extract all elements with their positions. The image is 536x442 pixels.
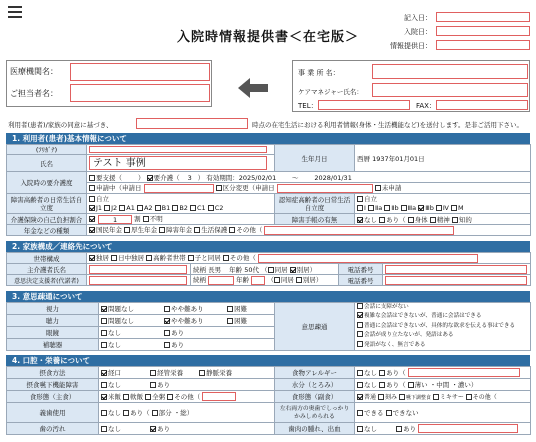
dementia-opt-7-label: M [457, 203, 464, 212]
hearing-opt-1-label: やや難あり [171, 317, 204, 325]
disabled-opt-0-label: 自立 [96, 194, 109, 203]
comm-opt-1-label: 複雑な会話はできないが、普通に会話はできる [364, 313, 482, 320]
gum-opt-1-label: あり [403, 424, 417, 433]
burden-unknown-checkbox[interactable] [143, 216, 149, 222]
applying-checkbox[interactable] [89, 185, 95, 191]
living2-open: （ [267, 276, 274, 285]
vision-opt-0-label: 問題なし [108, 305, 134, 313]
water-opt-1[interactable] [379, 382, 385, 388]
dementia-opt-5[interactable] [418, 205, 424, 211]
change-date-field[interactable] [277, 184, 373, 193]
living-open: （ [261, 265, 268, 274]
hearing-opt-1[interactable] [164, 318, 170, 324]
water-opt-0[interactable] [357, 382, 363, 388]
disabled-opt-6[interactable] [172, 205, 178, 211]
section-1-header: 1. 利用者(患者)基本情報について [6, 133, 530, 144]
denture-label: 義歯使用 [7, 403, 99, 423]
age2-field[interactable] [251, 276, 265, 285]
allergy-opt-1[interactable] [379, 370, 385, 376]
comm-opt-0[interactable] [357, 303, 363, 309]
glasses-opt-0-label: なし [108, 329, 121, 337]
pension-opt-3[interactable] [194, 227, 200, 233]
together-checkbox[interactable] [268, 267, 274, 273]
denture-opt-1-label: あり（ [130, 409, 150, 417]
side-opt-1[interactable] [378, 394, 384, 400]
glasses-opt-1[interactable] [164, 330, 170, 336]
dementia-options [355, 194, 531, 214]
hearing-aid-opt-0-label: なし [108, 341, 121, 350]
allergy-label: 食物アレルギー [275, 367, 355, 379]
relation2-label: 続柄 [193, 276, 206, 285]
dementia-opt-4[interactable] [401, 205, 407, 211]
vision-opt-1-label: やや難あり [171, 305, 204, 313]
name-field[interactable]: テスト 事例 [89, 156, 267, 170]
hearing-aid-opt-0[interactable] [101, 342, 107, 348]
denture-opt-1[interactable] [123, 410, 129, 416]
furigana-field[interactable] [89, 146, 267, 153]
section-2-table [6, 252, 531, 286]
family-opt-1-label: 日中独居 [118, 254, 145, 263]
admit-date-field[interactable] [436, 26, 530, 36]
comm-opt-3-label: 会話が成り立たないが、発語はある [364, 332, 454, 339]
menu-icon[interactable] [8, 6, 22, 18]
denture-opt-2-label: 部分 [158, 409, 172, 417]
vision-opt-0[interactable] [101, 306, 107, 312]
comm-opt-2[interactable] [357, 322, 363, 328]
burden-unit: 割 [134, 215, 141, 224]
disabled-opt-5-label: B1 [161, 203, 171, 212]
disabled-opt-2[interactable] [104, 205, 110, 211]
side-form-label: 食形態（副食） [275, 391, 355, 403]
staple-opt-0[interactable] [101, 394, 107, 400]
staple-opt-1-label: 軟飯 [130, 392, 144, 401]
phone2-field[interactable] [385, 276, 527, 285]
vision-opt-2-label: 困難 [234, 305, 248, 313]
age-label: 年齢 [229, 265, 243, 274]
hearing-aid-opt-1[interactable] [164, 342, 170, 348]
water-opt-1-label: あり（ [386, 381, 406, 389]
glasses-opt-0[interactable] [101, 330, 107, 336]
office-label: 事 業 所 名： [298, 69, 340, 77]
allergy-field[interactable] [408, 368, 520, 377]
phone-label: 電話番号 [339, 264, 383, 275]
swallow-opt-1-label: あり [157, 381, 171, 389]
disabled-opt-8[interactable] [208, 205, 214, 211]
fax-label: FAX： [416, 102, 436, 110]
family-opt-3[interactable] [188, 255, 194, 261]
family-opt-1[interactable] [111, 255, 117, 261]
dementia-opt-7[interactable] [451, 205, 457, 211]
swallow-opt-0[interactable] [101, 382, 107, 388]
hearing-aid-opt-1-label: あり [171, 341, 185, 350]
staple-other-field[interactable] [202, 392, 236, 401]
hearing-opt-2[interactable] [227, 318, 233, 324]
handbook-yes-label: あり（ [386, 215, 406, 224]
bite-opt-0[interactable] [357, 410, 363, 416]
staple-opt-3[interactable] [167, 394, 173, 400]
fax-field[interactable] [436, 100, 528, 110]
care-level-label: 入院時の要介護度 [7, 172, 87, 194]
water-label: 水分（とろみ） [275, 379, 355, 391]
bite-opt-1-label: できない [392, 409, 419, 417]
provide-date-field[interactable] [436, 40, 530, 50]
burden-label: 介護保険の自己負担割合 [7, 214, 87, 225]
disabled-label: 障害高齢者の日常生活自立度 [7, 194, 87, 214]
care-support-close: ） [138, 173, 145, 182]
comm-opt-3[interactable] [357, 331, 363, 337]
disabled-opt-0[interactable] [89, 196, 95, 202]
family-opt-0-label: 独居 [96, 254, 109, 263]
dementia-opt-5-label: Ⅲb [425, 203, 434, 212]
furigana-label: (ﾌﾘｶﾞﾅ) [7, 145, 87, 155]
bite-label: 左右両方の奥歯でしっかりかみしめられる [275, 403, 355, 423]
tooth-dirt-opt-0[interactable] [101, 426, 107, 432]
record-date-label: 記入日： [404, 14, 432, 22]
side-opt-1-label: 刻み [384, 394, 397, 401]
water-opt-0-label: なし [364, 381, 377, 389]
section-3-table [6, 302, 531, 351]
water-opt-4-label: ・濃い） [451, 381, 478, 389]
pension-opt-2-label: 障害年金 [166, 226, 193, 235]
burden-checkbox[interactable] [89, 216, 95, 222]
family-other-field[interactable] [258, 254, 478, 263]
care-support-checkbox[interactable] [89, 175, 95, 181]
gum-label: 歯肉の腫れ、出血 [275, 423, 355, 435]
vision-opt-2[interactable] [227, 306, 233, 312]
handbook-intel-checkbox[interactable] [452, 217, 458, 223]
disabled-opt-1[interactable] [89, 205, 95, 211]
side-opt-0[interactable] [357, 394, 363, 400]
comm-opt-0-label: 会話に支障がない [364, 304, 409, 310]
disabled-opt-8-label: C2 [214, 203, 224, 212]
denture-opt-2[interactable] [152, 410, 158, 416]
comm-opt-4-label: 発語がなく、無言である [364, 341, 426, 348]
handbook-none-checkbox[interactable] [357, 217, 363, 223]
intake-opt-1[interactable] [150, 370, 156, 376]
dementia-opt-3[interactable] [384, 205, 390, 211]
side-opt-2[interactable] [399, 394, 405, 400]
age-value: 50代 [244, 265, 260, 274]
water-opt-2[interactable] [408, 382, 414, 388]
water-opt-2-label: 薄い [414, 381, 428, 389]
handbook-mental-checkbox[interactable] [430, 217, 436, 223]
side-opt-3[interactable] [433, 394, 439, 400]
change-checkbox[interactable] [216, 185, 222, 191]
disabled-opt-3[interactable] [119, 205, 125, 211]
staple-form-label: 食形態（主食） [7, 391, 99, 403]
handbook-none-label: なし [364, 215, 377, 224]
person-field[interactable] [70, 84, 210, 102]
tooth-dirt-label: 歯の汚れ [7, 423, 99, 435]
disabled-opt-6-label: B2 [179, 203, 188, 212]
side-opt-4-label: その他（ [472, 394, 497, 401]
staple-opt-2[interactable] [145, 394, 151, 400]
arrow-left-icon [238, 78, 268, 98]
provide-date-label: 情報提供日： [390, 42, 432, 50]
section-4-header: 4. 口腔・栄養について [6, 355, 530, 366]
hearing-opt-2-label: 困難 [234, 317, 248, 325]
staple-opt-3-label: その他（ [174, 392, 201, 401]
separate2-label: 別居） [302, 276, 323, 285]
change-label: 区分変更（申請日 [222, 184, 275, 193]
dementia-opt-0[interactable] [357, 196, 363, 202]
hearing-opt-0[interactable] [101, 318, 107, 324]
section-2-header: 2. 家族構成／連絡先について [6, 241, 530, 252]
swallow-opt-0-label: なし [108, 381, 121, 389]
side-opt-4[interactable] [466, 394, 472, 400]
comm-options [355, 303, 531, 351]
family-opt-0[interactable] [89, 255, 95, 261]
tooth-dirt-opt-1-label: あり [157, 425, 171, 433]
family-label: 世帯構成 [7, 253, 87, 264]
side-opt-2-label: 嚥下調整食 [405, 395, 431, 401]
tooth-dirt-opt-0-label: なし [108, 425, 121, 433]
comm-opt-4[interactable] [357, 341, 363, 347]
dementia-opt-3-label: Ⅱb [391, 203, 399, 212]
unapplied-checkbox[interactable] [375, 185, 381, 191]
disabled-opt-2-label: J2 [111, 203, 118, 212]
care-support-open: 要支援（ [96, 173, 122, 182]
pension-opt-1-label: 厚生年金 [131, 226, 158, 235]
tel-field[interactable] [318, 100, 410, 110]
office-field[interactable] [372, 64, 528, 79]
disabled-opt-1-label: J1 [96, 203, 103, 212]
decision-label: 意思決定支援者(代諾者) [7, 275, 87, 286]
comm-label: 意思疎通 [275, 303, 355, 351]
applying-date-field[interactable] [144, 184, 214, 193]
intake-opt-1-label: 経管栄養 [157, 369, 184, 377]
disabled-opt-3-label: A1 [126, 203, 135, 212]
disabled-opt-4-label: A2 [143, 203, 153, 212]
family-opt-2-label: 高齢者世帯 [153, 254, 186, 263]
dementia-opt-1-label: Ⅰ [364, 203, 366, 212]
handbook-intel-label: 知的 [458, 215, 472, 224]
intake-opt-2-label: 静脈栄養 [206, 369, 233, 377]
care-need-checkbox[interactable] [147, 175, 153, 181]
comm-opt-2-label: 普通に会話はできないが、具体的な欲求を伝える事はできる [364, 322, 516, 329]
consent-text-b: 時点の在宅生活における利用者情報(身体・生活機能など)を送付します。是非ご活用下さい。 [252, 121, 524, 129]
birth-label: 生年月日 [275, 145, 355, 172]
handbook-body-checkbox[interactable] [408, 217, 414, 223]
intake-opt-2[interactable] [199, 370, 205, 376]
separate2-checkbox[interactable] [296, 277, 302, 283]
disabled-opt-7-label: C1 [197, 203, 206, 212]
staple-opt-0-label: 米飯 [108, 392, 121, 401]
dementia-opt-6[interactable] [436, 205, 442, 211]
section-1-table [6, 144, 531, 236]
main-carer-label: 主介護者氏名 [7, 264, 87, 275]
burden-unknown-label: 不明 [149, 215, 163, 224]
valid-tilde: 〜 [292, 173, 299, 182]
facility-field[interactable] [70, 63, 210, 81]
dementia-label: 認知症高齢者の日常生活自立度 [275, 194, 355, 214]
bite-opt-0-label: できる [364, 409, 384, 417]
handbook-mental-label: 精神 [436, 215, 450, 224]
gum-opt-0[interactable] [357, 426, 363, 432]
valid-period: 有効期間：2025/02/01 [206, 173, 277, 182]
gum-field[interactable] [418, 424, 518, 433]
side-opt-0-label: 普通 [364, 394, 377, 401]
water-opt-3-label: ・中間 [429, 381, 450, 389]
side-opt-3-label: ミキサー [439, 394, 464, 401]
tooth-dirt-opt-1[interactable] [150, 426, 156, 432]
phone-field[interactable] [385, 265, 527, 274]
glasses-label: 眼鏡 [7, 327, 99, 339]
bite-opt-1[interactable] [386, 410, 392, 416]
vision-opt-1[interactable] [164, 306, 170, 312]
staple-opt-2-label: 全粥 [152, 392, 166, 401]
section-4-table [6, 366, 531, 435]
family-opt-4-label: その他（ [229, 254, 256, 263]
pension-opt-2[interactable] [159, 227, 165, 233]
dementia-opt-2[interactable] [368, 205, 374, 211]
pension-opt-1[interactable] [124, 227, 130, 233]
person-label: ご担当者名： [10, 89, 58, 98]
allergy-opt-0[interactable] [357, 370, 363, 376]
intake-opt-0[interactable] [101, 370, 107, 376]
pension-label: 年金などの種類 [7, 225, 87, 236]
burden-field[interactable]: 1 [98, 215, 132, 224]
care-need-level: 3 [187, 173, 192, 182]
valid-end: 2028/01/31 [314, 173, 352, 182]
page-title: 入院時情報提供書＜在宅版＞ [176, 30, 359, 45]
applying-label: 申請中（申請日 [96, 184, 142, 193]
together2-checkbox[interactable] [274, 277, 280, 283]
handbook-yes-checkbox[interactable] [379, 217, 385, 223]
unapplied-label: 未申請 [381, 184, 402, 193]
dementia-opt-6-label: Ⅳ [442, 203, 449, 212]
care-need-open: 要介護（ [153, 173, 180, 182]
comm-opt-1[interactable] [357, 312, 363, 318]
disabled-opt-5[interactable] [155, 205, 161, 211]
glasses-opt-1-label: あり [171, 329, 185, 337]
name-label: 氏名 [7, 155, 87, 172]
facility-label: 医療機関名： [10, 67, 58, 76]
separate-checkbox[interactable] [290, 267, 296, 273]
pension-opt-3-label: 生活保護 [201, 226, 228, 235]
pension-opt-0-label: 国民年金 [96, 226, 122, 235]
main-carer-field[interactable] [89, 265, 187, 274]
hearing-opt-0-label: 問題なし [108, 317, 134, 325]
disabled-opt-7[interactable] [190, 205, 196, 211]
record-date-field[interactable] [436, 12, 530, 22]
denture-opt-3-label: ・総） [173, 409, 194, 417]
relation-value: 長男 [208, 265, 222, 274]
relation-label: 続柄 [193, 265, 206, 274]
together2-label: 同居 [280, 276, 294, 285]
family-opt-3-label: 子と同居 [194, 254, 221, 263]
gum-opt-0-label: なし [364, 424, 377, 433]
decision-field[interactable] [89, 276, 187, 285]
tel-label: TEL： [298, 102, 318, 110]
pension-opt-4[interactable] [229, 227, 235, 233]
vision-label: 視力 [7, 303, 99, 315]
denture-opt-0-label: なし [108, 409, 121, 417]
hearing-aid-label: 補聴器 [7, 339, 99, 351]
admit-date-label: 入院日： [404, 28, 432, 36]
staple-opt-1[interactable] [123, 394, 129, 400]
age2-label: 年齢 [236, 276, 250, 285]
intake-label: 摂食方法 [7, 367, 99, 379]
denture-opt-0[interactable] [101, 410, 107, 416]
family-opt-4[interactable] [223, 255, 229, 261]
handbook-body-label: 身体 [414, 215, 428, 224]
separate-label: 別居） [296, 265, 317, 274]
dementia-opt-4-label: Ⅲa [407, 203, 417, 212]
birth-value: 西暦 1937年01月01日 [355, 145, 531, 172]
swallow-opt-1[interactable] [150, 382, 156, 388]
care-manager-label: ケアマネジャー氏名： [298, 88, 363, 96]
intake-opt-0-label: 経口 [108, 369, 121, 377]
relation2-field[interactable] [208, 276, 234, 285]
phone2-label: 電話番号 [339, 275, 383, 286]
dementia-opt-0-label: 自立 [364, 194, 377, 203]
consent-text-a: 利用者(患者)/家族の同意に基づき、 [8, 121, 113, 129]
allergy-opt-1-label: あり（ [386, 368, 406, 377]
care-manager-field[interactable] [372, 83, 528, 97]
section-3-header: 3. 意思疎通について [6, 291, 530, 302]
together-label: 同居 [274, 265, 288, 274]
pension-other-field[interactable] [264, 226, 454, 235]
disabled-options [87, 194, 275, 214]
consent-date-field[interactable] [136, 118, 248, 129]
disabled-opt-4[interactable] [137, 205, 143, 211]
dementia-opt-1[interactable] [357, 205, 363, 211]
care-need-close: ） [197, 173, 205, 182]
swallow-label: 摂食嚥下機能障害 [7, 379, 99, 391]
gum-opt-1[interactable] [396, 426, 402, 432]
pension-opt-4-label: その他（ [236, 226, 263, 235]
pension-opt-0[interactable] [89, 227, 95, 233]
hearing-label: 聴力 [7, 315, 99, 327]
allergy-opt-0-label: なし [364, 368, 377, 377]
dementia-opt-2-label: Ⅱa [375, 203, 383, 212]
family-opt-2[interactable] [146, 255, 152, 261]
handbook-label: 障害手帳の有無 [275, 214, 355, 225]
